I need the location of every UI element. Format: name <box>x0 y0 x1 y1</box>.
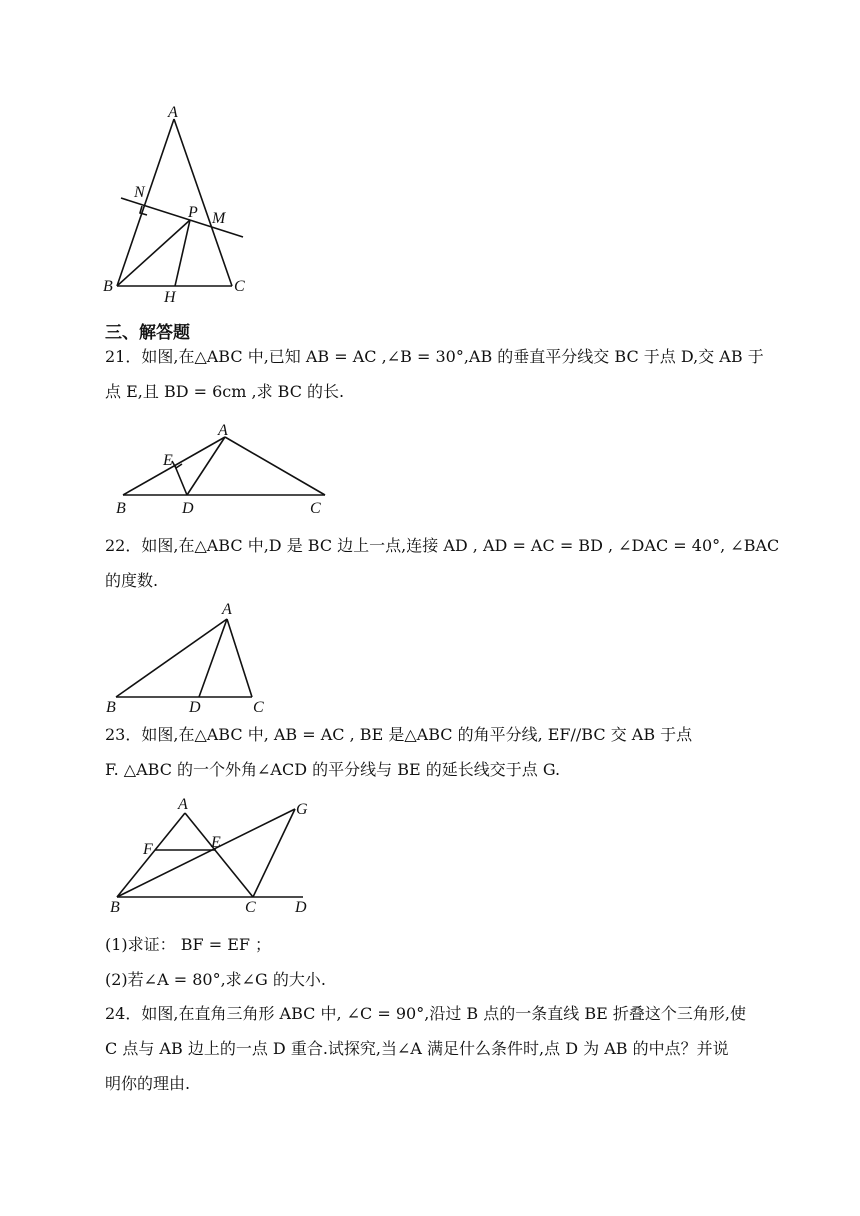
label-b: B <box>116 500 126 517</box>
section-title: 三、解答题 <box>105 323 190 343</box>
label-f: F <box>143 841 153 858</box>
question-21-line-2: 点 E,且 BD = 6cm ,求 BC 的长. <box>105 382 345 401</box>
question-23-parts <box>105 927 765 997</box>
figure-q21 <box>105 420 345 520</box>
label-m: M <box>212 210 226 227</box>
question-23-line-2: F. △ABC 的一个外角∠ACD 的平分线与 BE 的延长线交于点 G. <box>105 760 561 779</box>
question-22-line-1: 22．如图,在△ABC 中,D 是 BC 边上一点,连接 AD , AD = AC = BD , ∠DAC = 40°, ∠BAC <box>105 536 780 555</box>
question-22 <box>105 528 780 598</box>
figure-q23-svg <box>105 795 325 920</box>
label-a: A <box>218 422 228 439</box>
segment-ac <box>225 437 325 495</box>
question-22-line-2: 的度数. <box>105 571 159 590</box>
question-24-line-3: 明你的理由. <box>105 1074 191 1093</box>
label-a: A <box>168 104 178 121</box>
question-23-line-1: 23．如图,在△ABC 中, AB = AC , BE 是△ABC 的角平分线, EF//BC 交 AB 于点 <box>105 725 693 744</box>
figure-q20 <box>95 100 265 310</box>
figure-q22 <box>100 598 280 718</box>
segment-ac <box>185 813 253 897</box>
segment-cg <box>253 809 295 897</box>
question-23 <box>105 717 765 787</box>
label-e: E <box>211 834 221 851</box>
figure-q22-svg <box>100 598 280 718</box>
question-21 <box>105 339 765 409</box>
label-a: A <box>222 601 232 618</box>
label-c: C <box>234 278 245 295</box>
question-23-part-1: (1)求证： BF = EF ； <box>105 935 272 954</box>
label-b: B <box>106 699 116 716</box>
label-b: B <box>110 899 120 916</box>
question-21-line-1: 21．如图,在△ABC 中,已知 AB = AC ,∠B = 30°,AB 的垂直平分线交 BC 于点 D,交 AB 于 <box>105 347 764 366</box>
label-c: C <box>253 699 264 716</box>
figure-q20-svg <box>95 100 265 310</box>
segment-ac <box>227 619 252 697</box>
label-b: B <box>103 278 113 295</box>
label-d: D <box>295 899 307 916</box>
label-c: C <box>310 500 321 517</box>
question-24-line-1: 24．如图,在直角三角形 ABC 中, ∠C = 90°,沿过 B 点的一条直线 BE 折叠这个三角形,使 <box>105 1004 746 1023</box>
question-24-line-2: C 点与 AB 边上的一点 D 重合.试探究,当∠A 满足什么条件时,点 D 为 AB 的中点？并说 <box>105 1039 729 1058</box>
segment-ph <box>175 220 190 286</box>
label-p: P <box>188 204 198 221</box>
segment-ac <box>174 119 232 286</box>
segment-ed <box>175 466 187 495</box>
label-n: N <box>134 184 145 201</box>
question-23-part-2: (2)若∠A = 80°,求∠G 的大小. <box>105 970 327 989</box>
label-h: H <box>164 289 176 306</box>
label-d: D <box>189 699 201 716</box>
segment-ab <box>116 619 227 697</box>
label-g: G <box>296 801 308 818</box>
figure-q23 <box>105 795 325 920</box>
label-a: A <box>178 796 188 813</box>
question-24 <box>105 996 765 1101</box>
segment-ad <box>187 437 225 495</box>
label-e: E <box>163 452 173 469</box>
figure-q21-svg <box>105 420 345 520</box>
label-d: D <box>182 500 194 517</box>
label-c: C <box>245 899 256 916</box>
segment-ad <box>199 619 227 697</box>
